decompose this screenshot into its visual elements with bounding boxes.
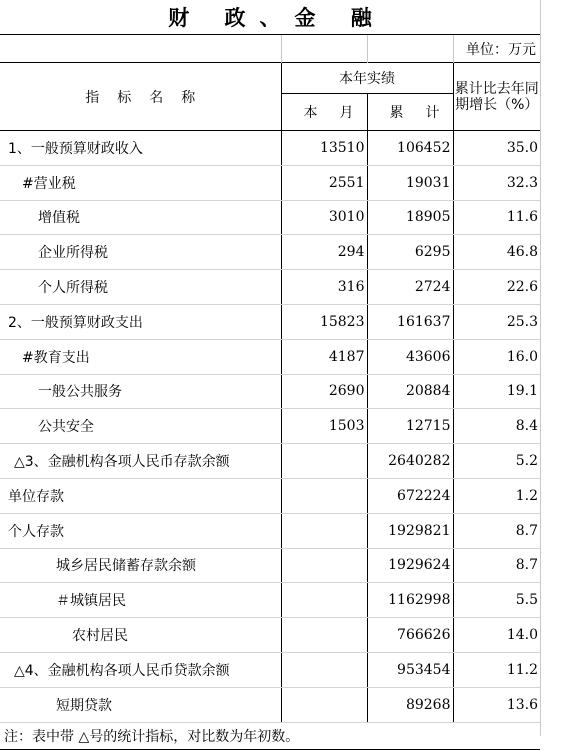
row-month-value: 1503 <box>281 409 367 444</box>
table-row <box>0 478 540 513</box>
row-month-value <box>281 652 367 687</box>
row-month-value: 2690 <box>281 374 367 409</box>
row-month-value <box>281 444 367 479</box>
row-indicator-name: △3、金融机构各项人民币存款余额 <box>0 444 281 479</box>
row-growth-value: 11.6 <box>453 200 540 235</box>
row-cumulative-value: 161637 <box>367 304 453 339</box>
table-body <box>0 131 540 723</box>
footnote: 注：表中带 △号的统计指标，对比数为年初数。 <box>0 722 540 749</box>
row-indicator-name: △4、金融机构各项人民币贷款余额 <box>0 652 281 687</box>
header-growth: 累计比去年同期增长（%） <box>453 63 540 131</box>
row-growth-value: 13.6 <box>453 687 540 722</box>
row-month-value: 3010 <box>281 200 367 235</box>
row-indicator-name: 1、一般预算财政收入 <box>0 131 281 166</box>
row-indicator-name: 企业所得税 <box>0 235 281 270</box>
header-cumulative: 累计 <box>367 94 453 131</box>
table-row <box>0 131 540 166</box>
row-growth-value: 11.2 <box>453 652 540 687</box>
row-cumulative-value: 1162998 <box>367 583 453 618</box>
row-month-value <box>281 548 367 583</box>
row-month-value <box>281 687 367 722</box>
row-cumulative-value: 6295 <box>367 235 453 270</box>
unit-label: 单位：万元 <box>453 35 540 63</box>
table-row <box>0 652 540 687</box>
row-cumulative-value: 43606 <box>367 339 453 374</box>
row-growth-value: 16.0 <box>453 339 540 374</box>
row-growth-value: 22.6 <box>453 270 540 305</box>
row-indicator-name: 城乡居民储蓄存款余额 <box>0 548 281 583</box>
row-month-value <box>281 618 367 653</box>
header-row-1 <box>0 63 540 94</box>
row-indicator-name: 个人存款 <box>0 513 281 548</box>
table-row <box>0 444 540 479</box>
row-growth-value: 1.2 <box>453 478 540 513</box>
row-growth-value: 5.2 <box>453 444 540 479</box>
row-indicator-name: ＃城镇居民 <box>0 583 281 618</box>
row-growth-value: 8.7 <box>453 513 540 548</box>
table-row <box>0 270 540 305</box>
row-month-value <box>281 478 367 513</box>
row-cumulative-value: 19031 <box>367 165 453 200</box>
table-row <box>0 304 540 339</box>
table-row <box>0 235 540 270</box>
row-cumulative-value: 672224 <box>367 478 453 513</box>
row-indicator-name: 个人所得税 <box>0 270 281 305</box>
row-cumulative-value: 20884 <box>367 374 453 409</box>
row-indicator-name: 短期贷款 <box>0 687 281 722</box>
row-cumulative-value: 2640282 <box>367 444 453 479</box>
table-row <box>0 165 540 200</box>
header-month: 本月 <box>281 94 367 131</box>
row-month-value <box>281 583 367 618</box>
row-cumulative-value: 766626 <box>367 618 453 653</box>
row-indicator-name: 一般公共服务 <box>0 374 281 409</box>
row-indicator-name: 农村居民 <box>0 618 281 653</box>
row-cumulative-value: 2724 <box>367 270 453 305</box>
row-cumulative-value: 953454 <box>367 652 453 687</box>
table-row <box>0 583 540 618</box>
table-row <box>0 548 540 583</box>
row-indicator-name: 单位存款 <box>0 478 281 513</box>
table-row <box>0 200 540 235</box>
row-growth-value: 25.3 <box>453 304 540 339</box>
row-month-value: 294 <box>281 235 367 270</box>
row-indicator-name: #营业税 <box>0 165 281 200</box>
row-cumulative-value: 1929821 <box>367 513 453 548</box>
header-indicator-name: 指标名称 <box>0 63 281 131</box>
row-cumulative-value: 1929624 <box>367 548 453 583</box>
row-growth-value: 19.1 <box>453 374 540 409</box>
row-month-value: 316 <box>281 270 367 305</box>
row-indicator-name: 公共安全 <box>0 409 281 444</box>
row-growth-value: 5.5 <box>453 583 540 618</box>
row-cumulative-value: 18905 <box>367 200 453 235</box>
row-growth-value: 35.0 <box>453 131 540 166</box>
note-row <box>0 722 540 749</box>
header-actual: 本年实绩 <box>281 63 453 94</box>
table-row <box>0 339 540 374</box>
table-row <box>0 409 540 444</box>
row-growth-value: 46.8 <box>453 235 540 270</box>
row-month-value <box>281 513 367 548</box>
row-cumulative-value: 106452 <box>367 131 453 166</box>
title-row <box>0 0 540 35</box>
row-month-value: 15823 <box>281 304 367 339</box>
table-row <box>0 618 540 653</box>
row-indicator-name: 2、一般预算财政支出 <box>0 304 281 339</box>
unit-row <box>0 35 540 63</box>
row-growth-value: 14.0 <box>453 618 540 653</box>
page-title: 财 政、金 融 <box>168 5 386 30</box>
row-month-value: 4187 <box>281 339 367 374</box>
row-growth-value: 8.4 <box>453 409 540 444</box>
row-month-value: 2551 <box>281 165 367 200</box>
table-row <box>0 374 540 409</box>
row-growth-value: 32.3 <box>453 165 540 200</box>
table-row <box>0 513 540 548</box>
table-row <box>0 687 540 722</box>
row-cumulative-value: 89268 <box>367 687 453 722</box>
row-indicator-name: #教育支出 <box>0 339 281 374</box>
row-cumulative-value: 12715 <box>367 409 453 444</box>
data-table <box>0 35 540 750</box>
row-indicator-name: 增值税 <box>0 200 281 235</box>
row-month-value: 13510 <box>281 131 367 166</box>
row-growth-value: 8.7 <box>453 548 540 583</box>
